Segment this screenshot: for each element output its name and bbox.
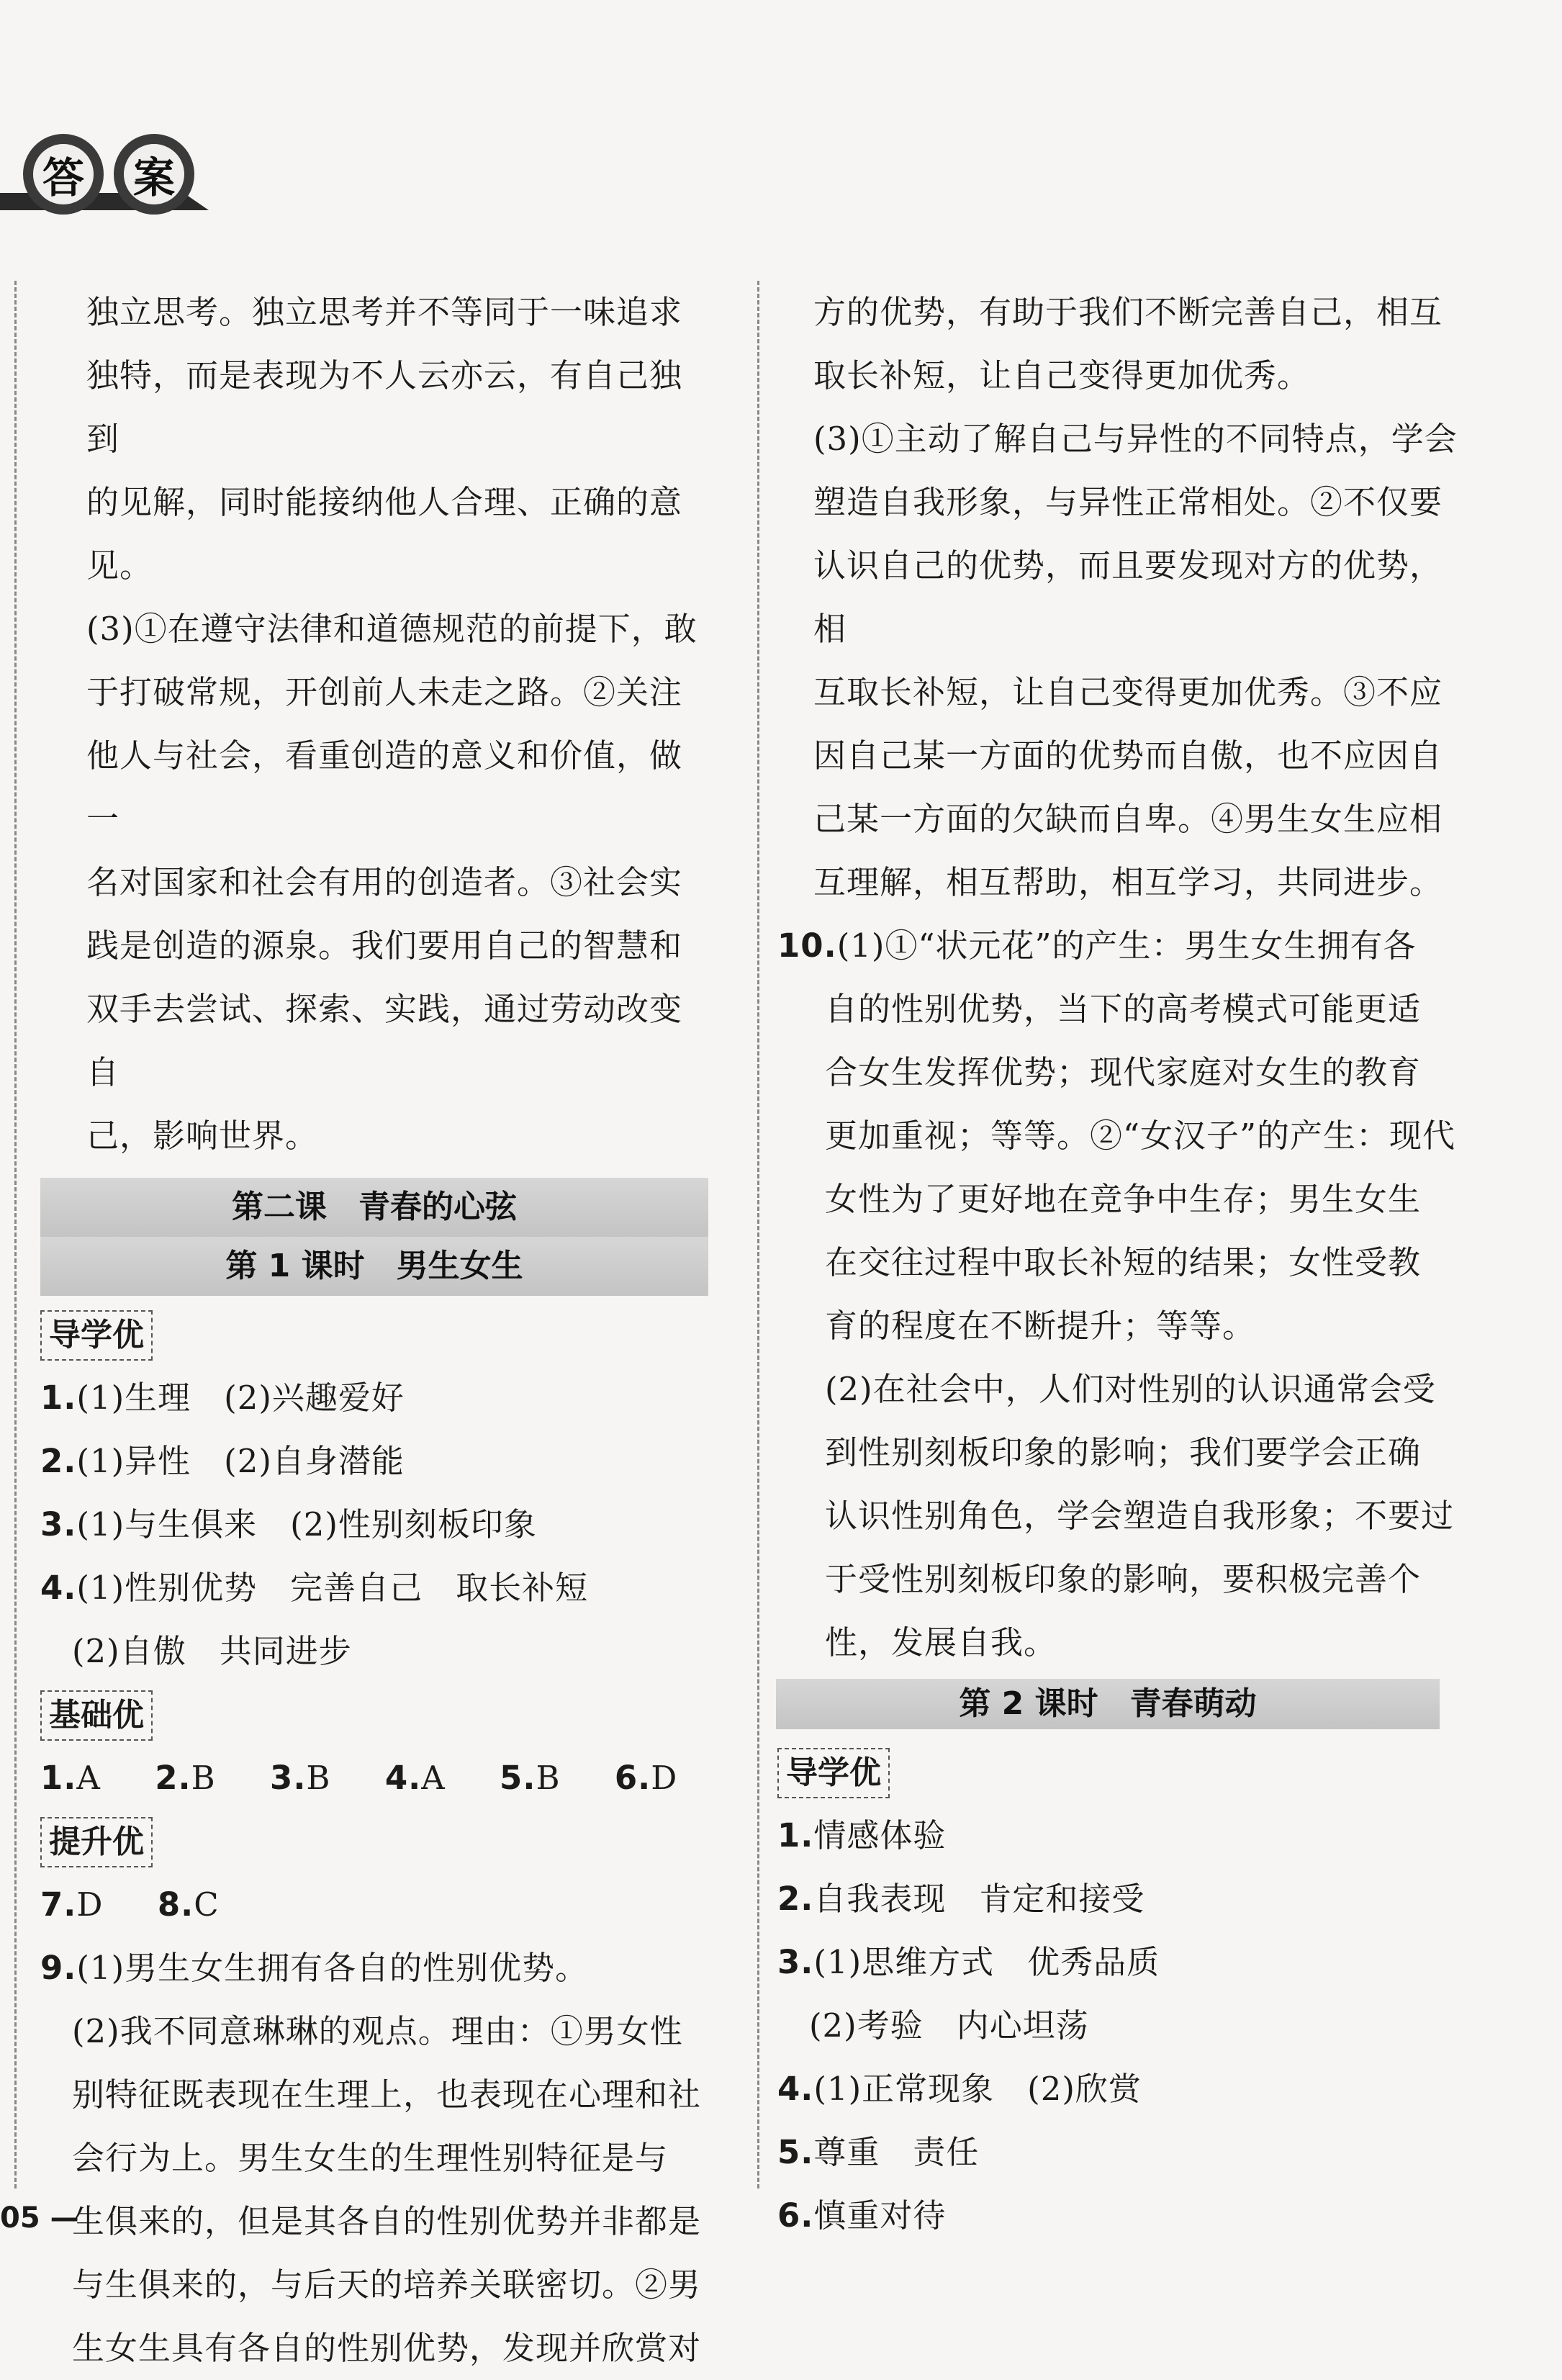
item-text: B [536,1759,561,1797]
answer-item [40,1366,713,1430]
text-line: 别特征既表现在生理上，也表现在心理和社 [72,2075,702,2114]
item-number: 1. [40,1759,77,1797]
text-line: 更加重视；等等。②“女汉子”的产生：现代 [825,1117,1456,1155]
item-number: 3. [777,1943,814,1981]
text-line: (2)在社会中，人们对性别的认识通常会受 [825,1370,1436,1408]
item-text: (1)异性 (2)自身潜能 [76,1442,405,1480]
text-line: 于打破常规，开创前人未走之路。②关注 [86,673,683,711]
section-tag-tisheng: 提升优 [40,1817,153,1867]
text-line: 生女生具有各自的性别优势，发现并欣赏对 [72,2329,702,2367]
period-title-2: 第 2 课时 青春萌动 [776,1679,1440,1729]
answer-item [40,1556,713,1620]
item-text: 慎重对待 [813,2196,947,2235]
item-number: 6. [777,2196,814,2235]
item-text: (1)正常现象 (2)欣赏 [813,2070,1142,2108]
item-number: 10. [777,927,837,965]
item-number: 4. [40,1569,77,1607]
text-line: 在交往过程中取长补短的结果；女性受教 [825,1243,1422,1281]
text-line: 他人与社会，看重创造的意义和价值，做一 [86,736,683,838]
choice-answers [40,1746,713,1810]
text-line: 认识性别角色，学会塑造自我形象；不要过 [825,1497,1455,1535]
lesson-title: 第二课 青春的心弦 [40,1178,708,1237]
text-line: (3)①在遵守法律和道德规范的前提下，敢 [86,610,698,648]
item-number: 4. [384,1759,422,1797]
item-number: 3. [270,1759,307,1797]
text-line: 性，发展自我。 [825,1623,1057,1662]
text-line: 会行为上。男生女生的生理性别特征是与 [72,2139,669,2177]
text-line: 名对国家和社会有用的创造者。③社会实 [86,863,683,901]
item-number: 2. [155,1759,191,1797]
answer-item [777,2057,1461,2121]
item-number: 2. [777,1880,814,1918]
item-text: (1)生理 (2)兴趣爱好 [76,1379,405,1417]
item-text: A [421,1759,446,1797]
item-number: 2. [40,1442,77,1480]
text-line: 互取长补短，让自己变得更加优秀。③不应 [813,673,1443,711]
text-line: (2)我不同意琳琳的观点。理由：①男女性 [72,2012,683,2050]
item-text: 情感体验 [813,1816,947,1854]
text-line: 育的程度在不断提升；等等。 [825,1307,1256,1345]
item-text: 尊重 责任 [813,2133,980,2171]
item-text: (1)思维方式 优秀品质 [813,1943,1160,1981]
header-char-1: 答 [23,134,104,215]
header-char-2: 案 [114,134,194,215]
item-text: 自我表现 肯定和接受 [813,1880,1145,1918]
item-text: (1)与生俱来 (2)性别刻板印象 [76,1505,537,1543]
item-text: A [76,1759,101,1797]
item-text: B [306,1759,331,1797]
item-text: (1)①“状元花”的产生：男生女生拥有各 [836,927,1417,965]
answer-item [777,2121,1461,2184]
item-number: 3. [40,1505,77,1543]
item-number: 5. [777,2133,814,2171]
section-tag-jichu: 基础优 [40,1690,153,1741]
text-line: 自的性别优势，当下的高考模式可能更适 [825,990,1422,1028]
text-line: 生俱来的，但是其各自的性别优势并非都是 [72,2202,702,2240]
item-text: C [194,1885,220,1924]
section-tag-daoxue-2: 导学优 [777,1748,890,1798]
text-line: 到性别刻板印象的影响；我们要学会正确 [825,1433,1422,1471]
item-number: 4. [777,2070,814,2108]
text-line: 双手去尝试、探索、实践，通过劳动改变自 [86,990,683,1091]
answer-header [0,108,230,230]
choice-answers [40,1873,713,1937]
text-line: 互理解，相互帮助，相互学习，共同进步。 [813,863,1443,901]
answer-item [40,1937,713,2000]
item-number: 9. [40,1949,77,1987]
left-column [40,281,713,2380]
text-line: 独立思考。独立思考并不等同于一味追求 [86,293,683,331]
text-line: 己，影响世界。 [86,1117,319,1155]
answer-item [777,2184,1461,2248]
column-divider [757,281,759,2189]
text-line: 方的优势，有助于我们不断完善自己，相互 [813,293,1443,331]
text-line: 己某一方面的欠缺而自卑。④男生女生应相 [813,800,1443,838]
item-number: 8. [157,1885,194,1924]
answer-item [40,1430,713,1493]
text-line: 独特，而是表现为不人云亦云，有自己独到 [86,356,683,458]
text-line: 认识自己的优势，而且要发现对方的优势，相 [813,546,1443,648]
text-line: 女性为了更好地在竞争中生存；男生女生 [825,1180,1422,1218]
page-number: 05 — [0,2201,79,2235]
item-text: D [651,1759,678,1797]
text-line: 因自己某一方面的优势而自傲，也不应因自 [813,736,1443,775]
left-margin-divider [14,281,17,2189]
text-line: 于受性别刻板印象的影响，要积极完善个 [825,1560,1422,1598]
text-line: 塑造自我形象，与异性正常相处。②不仅要 [813,483,1443,521]
item-text: (1)性别优势 完善自己 取长补短 [76,1569,589,1607]
item-number: 1. [777,1816,814,1854]
item-number: 7. [40,1885,77,1924]
text-line: 践是创造的源泉。我们要用自己的智慧和 [86,927,683,965]
answer-item-continuation: (2)自傲 共同进步 [72,1632,352,1670]
answer-item [777,914,1461,978]
text-line: 的见解，同时能接纳他人合理、正确的意见。 [86,483,683,585]
item-text: D [76,1885,104,1924]
answer-item-continuation: (2)考验 内心坦荡 [809,2006,1089,2045]
text-line: (3)①主动了解自己与异性的不同特点，学会 [813,420,1458,458]
item-number: 1. [40,1379,77,1417]
period-title: 第 1 课时 男生女生 [40,1237,708,1296]
text-line: 取长补短，让自己变得更加优秀。 [813,356,1311,395]
item-number: 6. [614,1759,651,1797]
answer-item [40,1493,713,1556]
answer-item [777,1931,1461,1994]
text-line: 与生俱来的，与后天的培养关联密切。②男 [72,2266,702,2304]
answer-item [777,1867,1461,1931]
item-text: (1)男生女生拥有各自的性别优势。 [76,1949,589,1987]
item-number: 5. [500,1759,536,1797]
text-line: 合女生发挥优势；现代家庭对女生的教育 [825,1053,1422,1091]
right-column [777,281,1461,2248]
answer-item [777,1804,1461,1867]
section-tag-daoxue: 导学优 [40,1310,153,1361]
item-text: B [191,1759,216,1797]
